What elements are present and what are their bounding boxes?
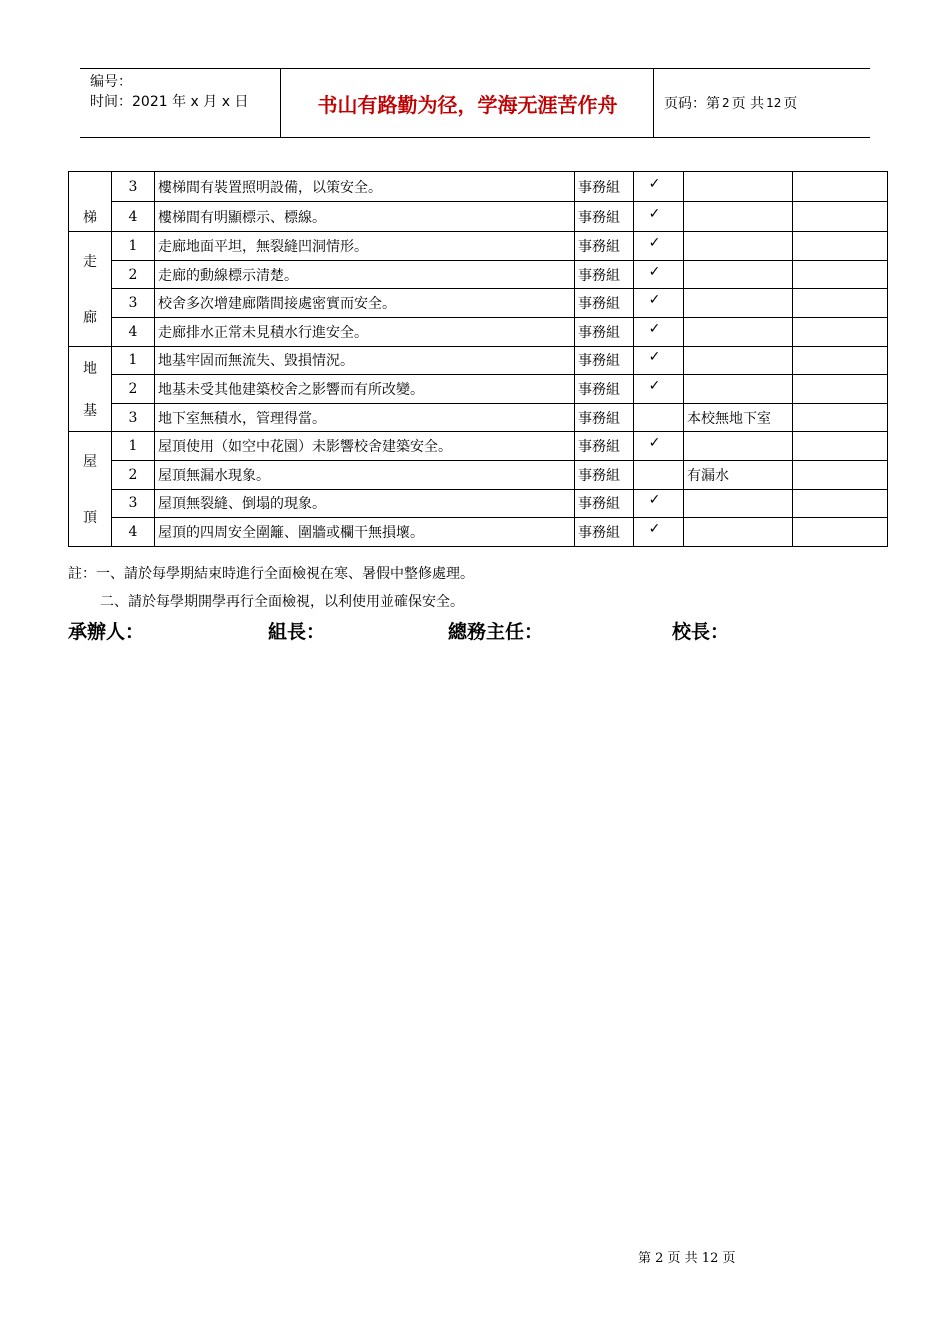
table-row	[69, 317, 888, 346]
item-description: 屋頂無裂縫、倒塌的現象。	[155, 489, 575, 518]
check-mark	[634, 232, 684, 261]
check-mark	[634, 172, 684, 202]
responsible-unit: 事務組	[575, 518, 634, 547]
check-mark	[634, 403, 684, 432]
item-number: 2	[112, 260, 155, 289]
item-number: 2	[112, 375, 155, 404]
category-char: 屋	[83, 453, 97, 470]
signature-principal: 校長：	[672, 621, 730, 643]
page-prefix: 页码：第	[664, 96, 720, 112]
empty-cell	[793, 289, 888, 318]
remark-cell: 有漏水	[684, 460, 793, 489]
category-cell	[69, 346, 112, 432]
empty-cell	[793, 518, 888, 547]
checkmark-icon: ✓	[648, 349, 661, 366]
check-mark	[634, 518, 684, 547]
item-description: 地基未受其他建築校舍之影響而有所改變。	[155, 375, 575, 404]
checkmark-icon: ✓	[648, 520, 661, 537]
item-number: 3	[112, 403, 155, 432]
responsible-unit: 事務組	[575, 460, 634, 489]
table-row	[69, 489, 888, 518]
responsible-unit: 事務組	[575, 375, 634, 404]
remark-cell	[684, 232, 793, 261]
empty-cell	[793, 260, 888, 289]
remark-cell	[684, 317, 793, 346]
checkmark-icon: ✓	[648, 205, 661, 222]
code-label: 编号：	[90, 74, 132, 90]
checkmark-icon: ✓	[648, 435, 661, 452]
remark-cell	[684, 432, 793, 461]
check-mark	[634, 489, 684, 518]
header-page-info	[654, 69, 870, 137]
table-row	[69, 375, 888, 404]
check-mark	[634, 317, 684, 346]
category-char: 梯	[83, 210, 97, 227]
notes	[68, 560, 474, 616]
table-row	[69, 232, 888, 261]
table-row	[69, 346, 888, 375]
category-char: 基	[83, 402, 97, 419]
empty-cell	[793, 403, 888, 432]
time-label: 时间：2021 年 x 月 x 日	[90, 94, 249, 110]
check-mark	[634, 346, 684, 375]
page-mid: 页 共	[731, 96, 765, 112]
item-number: 4	[112, 317, 155, 346]
empty-cell	[793, 232, 888, 261]
item-description: 校舍多次增建廊階間接處密實而安全。	[155, 289, 575, 318]
page-total: 12	[766, 96, 782, 110]
item-number: 2	[112, 460, 155, 489]
empty-cell	[793, 375, 888, 404]
empty-cell	[793, 202, 888, 232]
item-number: 1	[112, 346, 155, 375]
responsible-unit: 事務組	[575, 432, 634, 461]
item-number: 1	[112, 432, 155, 461]
page-suffix: 页	[783, 96, 798, 112]
table-row	[69, 460, 888, 489]
header-meta	[80, 69, 281, 137]
category-char: 地	[83, 360, 97, 377]
responsible-unit: 事務組	[575, 202, 634, 232]
page-footer: 第 2 页 共 12 页	[638, 1251, 736, 1266]
category-cell	[69, 232, 112, 346]
item-description: 屋頂的四周安全圍籬、圍牆或欄干無損壞。	[155, 518, 575, 547]
item-description: 走廊的動線標示清楚。	[155, 260, 575, 289]
header-motto: 书山有路勤为径，学海无涯苦作舟	[282, 69, 654, 137]
item-description: 樓梯間有裝置照明設備，以策安全。	[155, 172, 575, 202]
table-row	[69, 202, 888, 232]
category-char: 頂	[83, 510, 97, 527]
responsible-unit: 事務組	[575, 289, 634, 318]
remark-cell	[684, 375, 793, 404]
inspection-table	[68, 171, 888, 547]
empty-cell	[793, 489, 888, 518]
item-description: 地基牢固而無流失、毀損情況。	[155, 346, 575, 375]
table-row	[69, 289, 888, 318]
category-char: 走	[83, 253, 97, 270]
table-row	[69, 260, 888, 289]
page-header	[80, 68, 870, 138]
empty-cell	[793, 172, 888, 202]
table-row	[69, 403, 888, 432]
remark-cell	[684, 346, 793, 375]
category-cell	[69, 172, 112, 232]
category-cell	[69, 432, 112, 546]
category-char: 廊	[83, 309, 97, 326]
item-description: 地下室無積水，管理得當。	[155, 403, 575, 432]
item-description: 樓梯間有明顯標示、標線。	[155, 202, 575, 232]
responsible-unit: 事務組	[575, 403, 634, 432]
checkmark-icon: ✓	[648, 377, 661, 394]
item-description: 屋頂使用（如空中花園）未影響校舍建築安全。	[155, 432, 575, 461]
remark-cell	[684, 202, 793, 232]
page-number: 2	[722, 96, 730, 110]
table-row	[69, 172, 888, 202]
checkmark-icon: ✓	[648, 175, 661, 192]
signature-line	[68, 617, 888, 647]
checkmark-icon: ✓	[648, 263, 661, 280]
checkmark-icon: ✓	[648, 292, 661, 309]
empty-cell	[793, 317, 888, 346]
check-mark	[634, 460, 684, 489]
empty-cell	[793, 460, 888, 489]
empty-cell	[793, 346, 888, 375]
checkmark-icon: ✓	[648, 234, 661, 251]
remark-cell: 本校無地下室	[684, 403, 793, 432]
remark-cell	[684, 489, 793, 518]
item-number: 3	[112, 289, 155, 318]
signature-handler: 承辦人：	[68, 621, 145, 643]
item-number: 3	[112, 489, 155, 518]
item-number: 3	[112, 172, 155, 202]
empty-cell	[793, 432, 888, 461]
table-row	[69, 432, 888, 461]
signature-director: 總務主任：	[448, 621, 544, 643]
remark-cell	[684, 289, 793, 318]
check-mark	[634, 202, 684, 232]
check-mark	[634, 260, 684, 289]
item-description: 屋頂無漏水現象。	[155, 460, 575, 489]
item-description: 走廊排水正常未見積水行進安全。	[155, 317, 575, 346]
responsible-unit: 事務組	[575, 346, 634, 375]
responsible-unit: 事務組	[575, 260, 634, 289]
note-2: 二、請於每學期開學再行全面檢視，以利使用並確保安全。	[100, 594, 464, 610]
remark-cell	[684, 260, 793, 289]
check-mark	[634, 375, 684, 404]
checkmark-icon: ✓	[648, 492, 661, 509]
check-mark	[634, 432, 684, 461]
responsible-unit: 事務組	[575, 172, 634, 202]
checkmark-icon: ✓	[648, 320, 661, 337]
responsible-unit: 事務組	[575, 232, 634, 261]
responsible-unit: 事務組	[575, 489, 634, 518]
responsible-unit: 事務組	[575, 317, 634, 346]
table-row	[69, 518, 888, 547]
remark-cell	[684, 172, 793, 202]
check-mark	[634, 289, 684, 318]
signature-leader: 組長：	[268, 621, 326, 643]
item-number: 4	[112, 518, 155, 547]
item-number: 1	[112, 232, 155, 261]
item-number: 4	[112, 202, 155, 232]
remark-cell	[684, 518, 793, 547]
item-description: 走廊地面平坦，無裂縫凹洞情形。	[155, 232, 575, 261]
note-1: 註：一、請於每學期結束時進行全面檢視在寒、暑假中整修處理。	[68, 566, 474, 582]
